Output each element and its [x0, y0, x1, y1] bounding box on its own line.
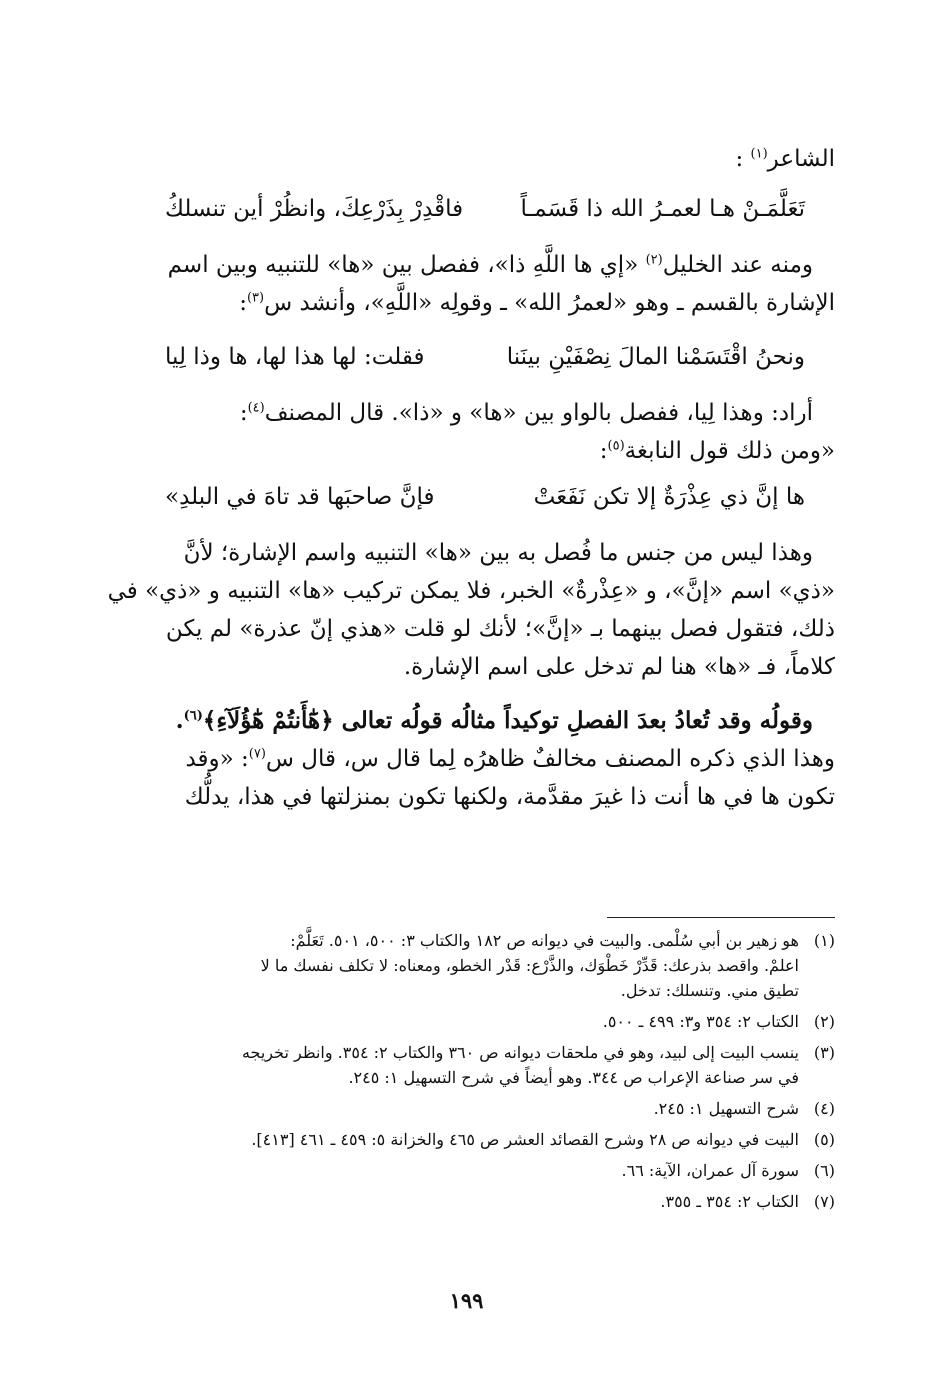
paragraph-1	[95, 246, 835, 322]
footnote-body	[95, 1009, 799, 1034]
footnote-body	[95, 1158, 799, 1183]
text-run: وهذا الذي ذكره المصنف مخالفٌ ظاهرُه لِما قال س، قال س	[265, 746, 835, 772]
paragraph-4-line-2	[95, 740, 835, 778]
footnote-1	[95, 928, 835, 1003]
footnote-7	[95, 1189, 835, 1214]
footnote-body	[95, 1189, 799, 1214]
text-run: «ومن ذلك قول النابغة	[624, 438, 835, 464]
text-run: «إي ها اللَّهِ ذا»، ففصل بين «ها» للتنبيه وبين اسم	[167, 252, 639, 278]
intro-text: الشاعر	[767, 146, 835, 172]
verse-1	[95, 190, 835, 228]
paragraph-3-line-2: «ذي» اسم «إنَّ»، و «عِذْرةٌ» الخبر، فلا يمكن تركيب «ها» التنبيه و «ذي» في	[107, 578, 835, 604]
footnote-line: هو زهير بن أبي سُلْمى. والبيت في ديوانه ص ١٨٢ والكتاب ٣: ٥٠٠، ٥٠١. تَعَلَّمْ:	[290, 931, 799, 950]
footnote-ref-5: (٥)	[607, 438, 625, 454]
footnote-number: (٦)	[813, 1161, 835, 1180]
text-run: أراد: وهذا لِيا، ففصل بالواو بين «ها» و «ذا». قال المصنف	[264, 400, 813, 426]
footnote-line: ينسب البيت إلى لبيد، وهو في ملحقات ديوانه ص ٣٦٠ والكتاب ٢: ٣٥٤. وانظر تخريجه	[241, 1043, 799, 1062]
footnote-2	[95, 1009, 835, 1034]
verse-1-right: تَعَلَّمَـنْ هـا لعمـرُ الله ذا قَسَمـاً	[520, 196, 805, 222]
paragraph-3	[95, 534, 835, 686]
verse-1-left: فاقْدِرْ بِذَرْعِكَ، وانظُرْ أين تنسلكُ	[165, 196, 464, 222]
footnote-ref-6: (٦)	[183, 708, 203, 724]
footnote-number: (٤)	[813, 1099, 835, 1118]
paragraph-3-line-3: ذلك، فتقول فصل بينهما بـ «إنَّ»؛ لأنك لو قلت «هذي إنّ عذرة» لم يكن	[165, 616, 835, 642]
footnote-line: في سر صناعة الإعراب ص ٣٤٤. وهو أيضاً في شرح التسهيل ١: ٢٤٥.	[348, 1068, 799, 1087]
footnote-separator	[607, 917, 835, 918]
paragraph-2-line-2	[95, 432, 835, 470]
paragraph-2-line-1	[95, 394, 813, 432]
footnote-line: الكتاب ٢: ٣٥٤ ـ ٣٥٥.	[660, 1192, 799, 1211]
footnote-body	[95, 1040, 799, 1090]
footnote-body	[95, 1096, 799, 1121]
footnote-line: شرح التسهيل ١: ٢٤٥.	[653, 1099, 799, 1118]
footnote-body	[95, 1127, 799, 1152]
footnote-line: البيت في ديوانه ص ٢٨ وشرح القصائد العشر ص ٤٦٥ والخزانة ٥: ٤٥٩ ـ ٤٦١ [٤١٣].	[251, 1130, 799, 1149]
footnote-ref-4: (٤)	[247, 400, 265, 416]
text-run: :	[239, 400, 248, 426]
footnote-number: (٢)	[813, 1012, 835, 1031]
verse-2-right: ونحنُ اقْتَسَمْنا المالَ نِصْفَيْنِ بينَنا	[506, 344, 805, 370]
text-run: وقولُه وقد تُعادُ بعدَ الفصلِ توكيداً مثالُه قولُه تعالى ﴿هَٰٓأَنتُمْ هَٰٓؤُلَآءِ﴾	[202, 707, 813, 734]
footnote-ref-7: (٧)	[248, 746, 266, 762]
footnote-ref-2: (٢)	[645, 252, 663, 268]
footnote-6	[95, 1158, 835, 1183]
paragraph-2	[95, 394, 835, 470]
footnote-number: (٥)	[813, 1130, 835, 1149]
paragraph-4-line-1	[95, 702, 835, 740]
main-text	[95, 140, 835, 824]
verse-3-right: ها إنَّ ذي عِذْرَةٌ إلا تكن نَفَعَتْ	[533, 484, 805, 510]
text-run: : «وقد	[185, 746, 249, 772]
text-run: الإشارة بالقسم ـ وهو «لعمرُ الله» ـ وقولِه «اللَّهِ»، وأنشد س	[264, 290, 835, 316]
footnote-ref-1: (١)	[750, 146, 768, 162]
paragraph-4	[95, 702, 835, 816]
footnote-ref-3: (٣)	[246, 290, 265, 306]
text-run: :	[599, 438, 608, 464]
footnote-line: الكتاب ٢: ٣٥٤ و٣: ٤٩٩ ـ ٥٠٠.	[602, 1012, 799, 1031]
intro-colon: :	[735, 146, 744, 172]
paragraph-4-line-3: تكون ها في ها أنت ذا غيرَ مقدَّمة، ولكنها تكون بمنزلتها في هذا، يدلُّك	[184, 784, 835, 810]
footnotes	[95, 928, 835, 1220]
footnote-4	[95, 1096, 835, 1121]
footnote-line: تطيق مني. وتنسلك: تدخل.	[620, 981, 799, 1000]
verse-2	[95, 338, 835, 376]
text-run: ومنه عند الخليل	[662, 252, 813, 278]
verse-3-left: فإنَّ صاحبَها قد تاهَ في البلدِ»	[165, 484, 435, 510]
footnote-line: اعلمْ. واقصد بذرعك: قَدِّرْ خَطْوَك، والذَّرْع: قَدْر الخطو، ومعناه: لا تكلف نفسك ما لا	[260, 956, 799, 975]
paragraph-3-line-4: كلاماً، فـ «ها» هنا لم تدخل على اسم الإشارة.	[403, 654, 835, 680]
paragraph-1-line-1	[95, 246, 813, 284]
footnote-3	[95, 1040, 835, 1090]
paragraph-1-line-2	[95, 284, 835, 322]
footnote-line: سورة آل عمران، الآية: ٦٦.	[621, 1161, 799, 1180]
footnote-body	[95, 928, 799, 1003]
page-number: ١٩٩	[449, 1288, 484, 1313]
footnote-5	[95, 1127, 835, 1152]
footnote-number: (٧)	[813, 1192, 835, 1211]
footnote-number: (٣)	[813, 1043, 835, 1062]
paragraph-3-line-1: وهذا ليس من جنس ما فُصل به بين «ها» التنبيه واسم الإشارة؛ لأنَّ	[183, 540, 813, 566]
text-run: .	[175, 707, 184, 734]
verse-3	[95, 478, 835, 516]
footnote-number: (١)	[813, 931, 835, 950]
poet-intro	[95, 140, 835, 178]
text-run: :	[239, 290, 247, 316]
verse-2-left: فقلت: لها هذا لها، ها وذا لِيا	[165, 344, 425, 370]
